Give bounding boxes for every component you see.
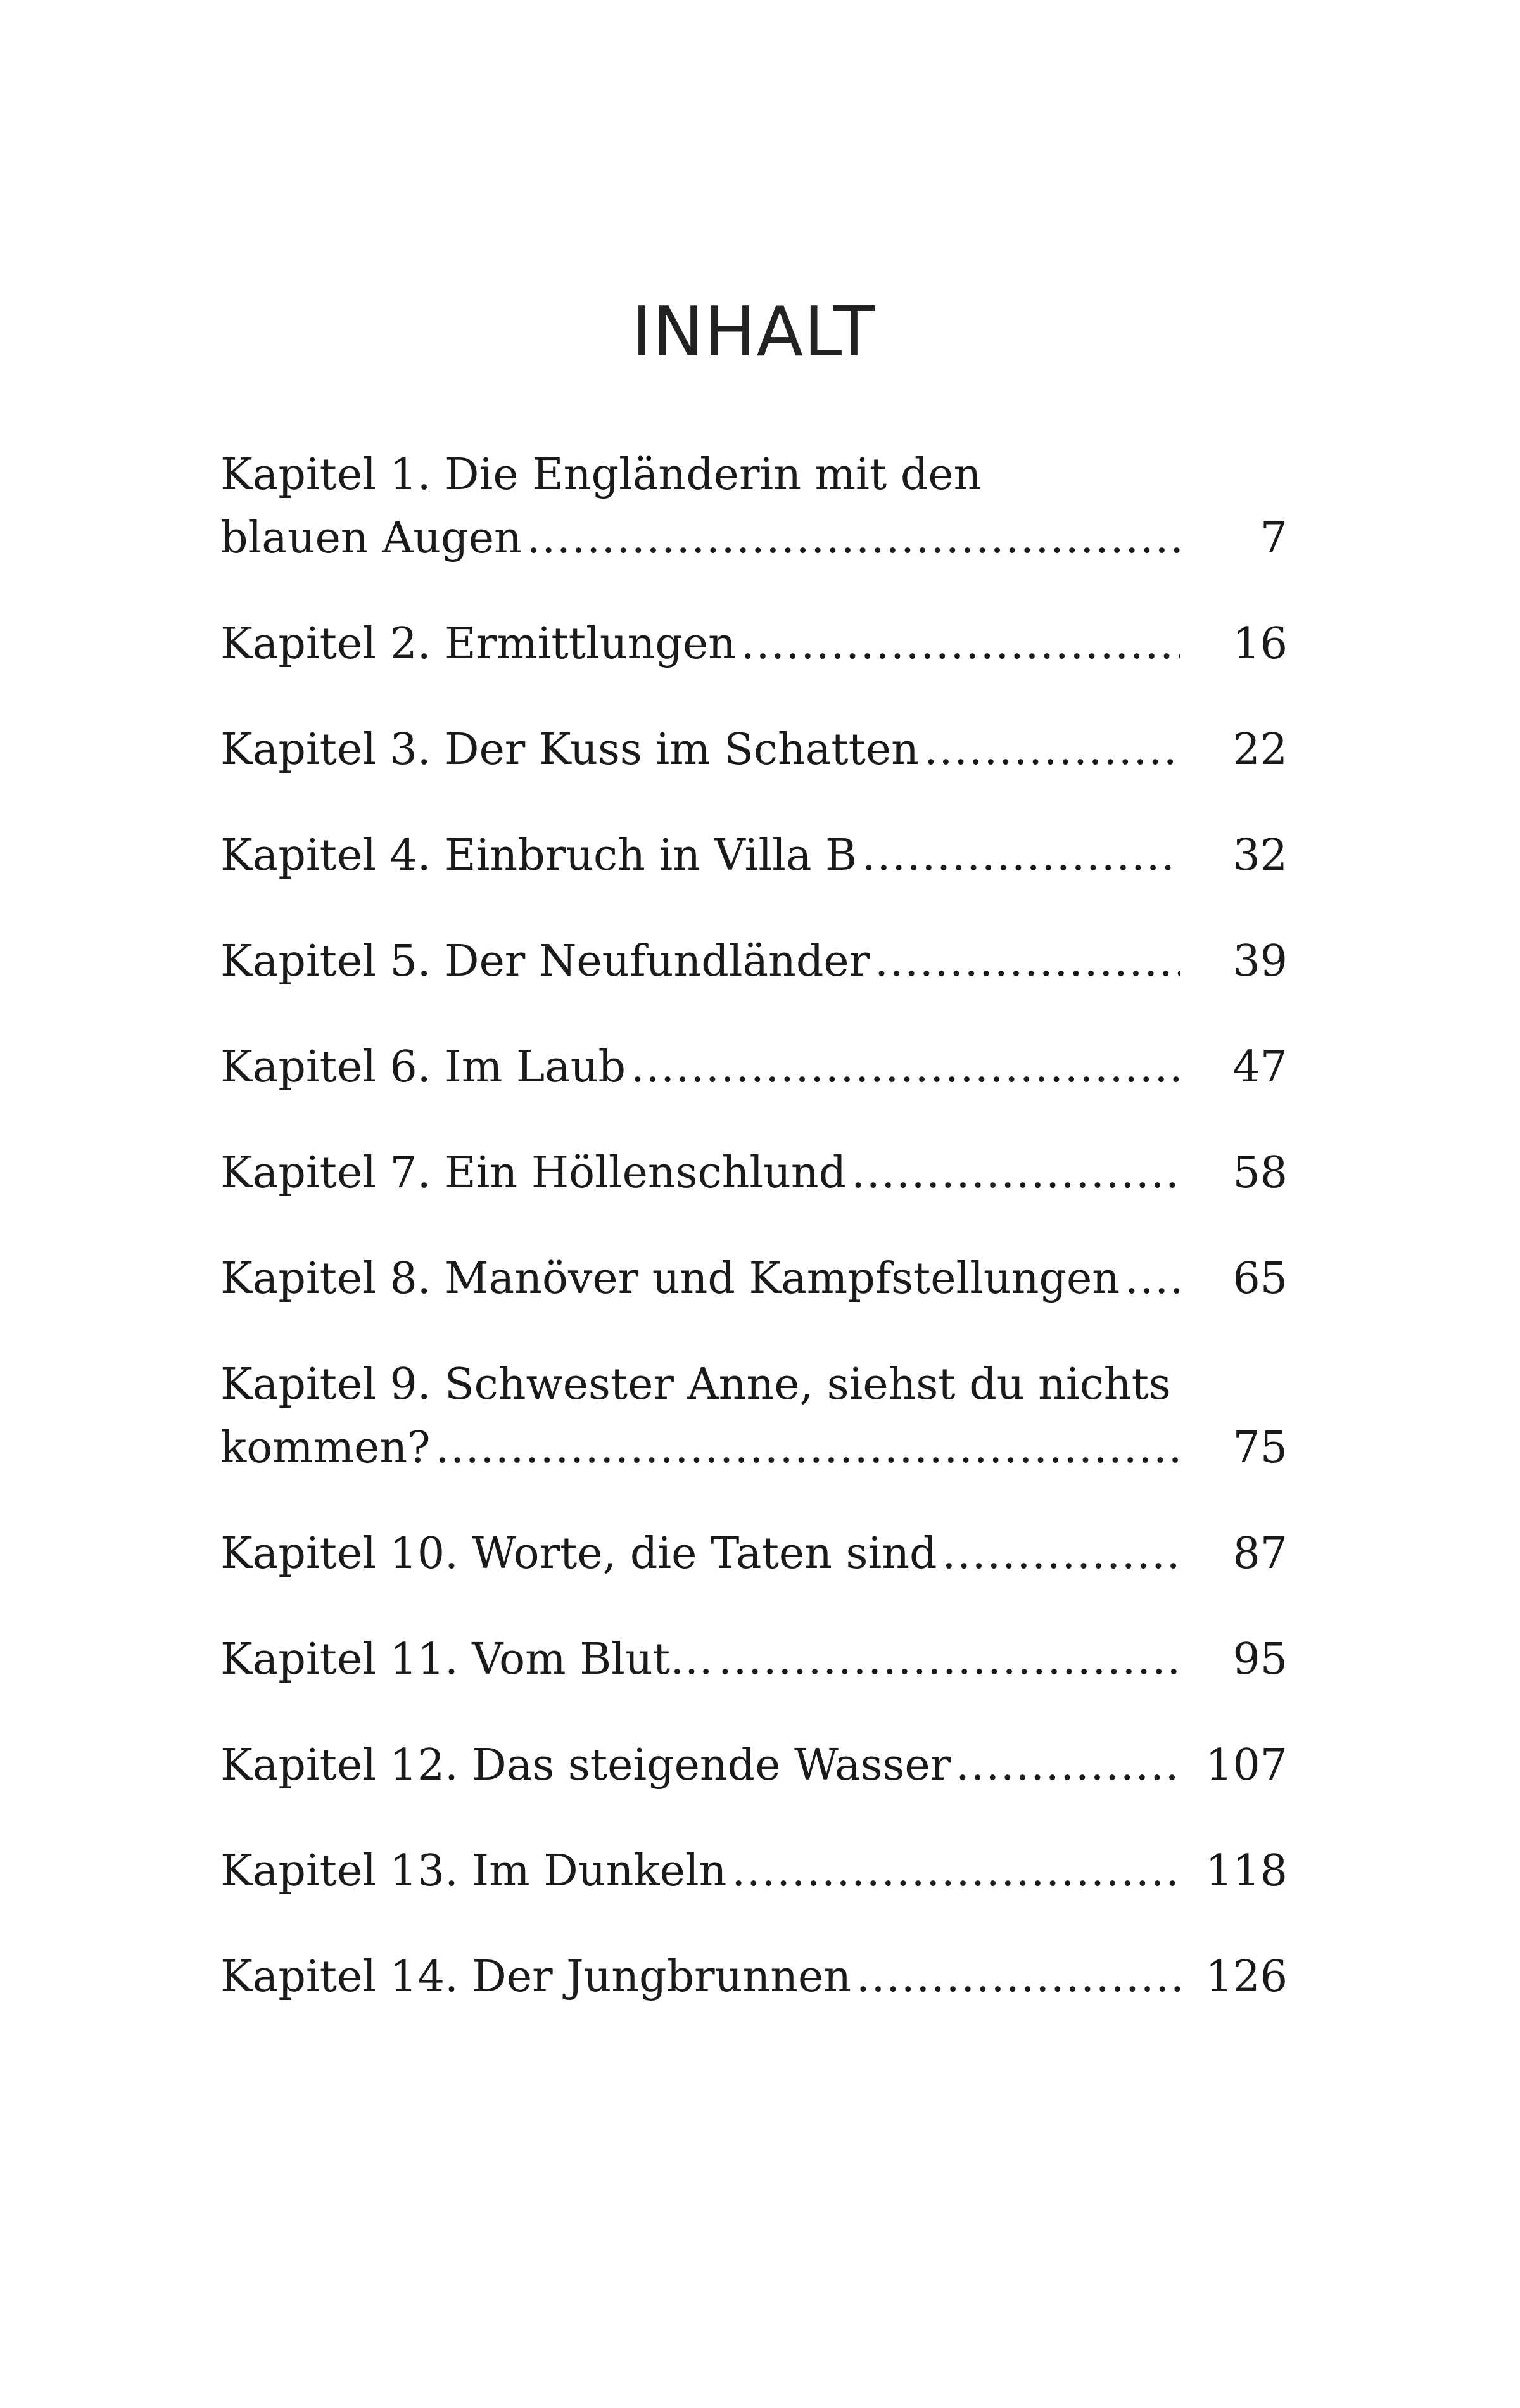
toc-entry-chapter-4 bbox=[220, 824, 1288, 888]
toc-entry-chapter-12 bbox=[220, 1734, 1288, 1797]
toc-entry-page-number: 65 bbox=[1232, 1254, 1288, 1304]
dot-leader bbox=[527, 507, 1180, 570]
toc-entry-title: Kapitel 7. Ein Höllenschlund bbox=[220, 1148, 847, 1198]
toc-entry-page-number: 107 bbox=[1205, 1740, 1288, 1790]
entry-spacer bbox=[220, 993, 1288, 1036]
toc-entry-chapter-8 bbox=[220, 1247, 1288, 1311]
toc-entry-page-number: 118 bbox=[1205, 1846, 1288, 1896]
toc-entry-line bbox=[220, 1628, 1288, 1691]
entry-spacer bbox=[220, 1797, 1288, 1840]
dot-leader bbox=[741, 613, 1180, 676]
entry-spacer bbox=[220, 1099, 1288, 1142]
toc-entry-chapter-10 bbox=[220, 1522, 1288, 1586]
toc-entry-chapter-3 bbox=[220, 718, 1288, 782]
entry-spacer bbox=[220, 676, 1288, 718]
toc-entry-chapter-7 bbox=[220, 1142, 1288, 1205]
toc-entry-line bbox=[220, 1734, 1288, 1797]
toc-entry-page-number: 75 bbox=[1232, 1423, 1288, 1473]
dot-leader bbox=[875, 930, 1180, 993]
entry-spacer bbox=[220, 1480, 1288, 1522]
toc-entry-page-number: 126 bbox=[1205, 1952, 1288, 2002]
toc-entry-page-number: 95 bbox=[1232, 1634, 1288, 1685]
toc-entry-line bbox=[220, 1417, 1288, 1480]
toc-entry-page-number: 22 bbox=[1232, 725, 1288, 775]
toc-entry-page-number: 7 bbox=[1260, 513, 1288, 563]
toc-entry-chapter-9 bbox=[220, 1353, 1288, 1480]
entry-spacer bbox=[220, 1311, 1288, 1353]
entry-spacer bbox=[220, 1903, 1288, 1946]
dot-leader bbox=[436, 1417, 1180, 1480]
entry-spacer bbox=[220, 782, 1288, 824]
toc-entry-line bbox=[220, 1522, 1288, 1586]
toc-entry-line bbox=[220, 507, 1288, 570]
toc-heading: INHALT bbox=[631, 293, 876, 372]
toc-entry-line bbox=[220, 613, 1288, 676]
toc-entry-line bbox=[220, 1142, 1288, 1205]
toc-entry-chapter-11 bbox=[220, 1628, 1288, 1691]
toc-entry-line bbox=[220, 1247, 1288, 1311]
toc-entry-page-number: 32 bbox=[1232, 831, 1288, 881]
toc-entry-title: Kapitel 8. Manöver und Kampfstellungen bbox=[220, 1254, 1120, 1304]
toc-entry-title-line: Kapitel 9. Schwester Anne, siehst du nichts bbox=[220, 1360, 1171, 1410]
entry-spacer bbox=[220, 1205, 1288, 1247]
dot-leader bbox=[924, 718, 1180, 782]
dot-leader bbox=[732, 1840, 1180, 1903]
toc-entry-page-number: 87 bbox=[1232, 1529, 1288, 1579]
dot-leader bbox=[862, 824, 1180, 888]
toc-entry-title: Kapitel 6. Im Laub bbox=[220, 1042, 626, 1092]
toc-entry-line bbox=[220, 1036, 1288, 1099]
toc-entry-page-number: 47 bbox=[1232, 1042, 1288, 1092]
dot-leader bbox=[956, 1734, 1180, 1797]
entry-spacer bbox=[220, 570, 1288, 613]
toc-entry-chapter-2 bbox=[220, 613, 1288, 676]
toc-entry-chapter-13 bbox=[220, 1840, 1288, 1903]
toc-entry-line bbox=[220, 1840, 1288, 1903]
toc-entry-title: Kapitel 4. Einbruch in Villa B bbox=[220, 831, 857, 881]
toc-entry-chapter-14 bbox=[220, 1946, 1288, 2009]
entry-spacer bbox=[220, 1586, 1288, 1628]
table-of-contents bbox=[220, 443, 1288, 2009]
toc-entry-title: Kapitel 11. Vom Blut… bbox=[220, 1634, 714, 1685]
toc-entry-page-number: 39 bbox=[1232, 936, 1288, 986]
toc-entry-page-number: 58 bbox=[1232, 1148, 1288, 1198]
dot-leader bbox=[856, 1946, 1180, 2009]
toc-entry-chapter-5 bbox=[220, 930, 1288, 993]
dot-leader bbox=[718, 1628, 1180, 1691]
toc-entry-line bbox=[220, 1946, 1288, 2009]
toc-entry-title: blauen Augen bbox=[220, 513, 522, 563]
dot-leader bbox=[1125, 1247, 1180, 1311]
toc-entry-title: Kapitel 2. Ermittlungen bbox=[220, 619, 736, 669]
toc-entry-chapter-1 bbox=[220, 443, 1288, 570]
toc-entry-title: kommen? bbox=[220, 1423, 431, 1473]
toc-entry-page-number: 16 bbox=[1232, 619, 1288, 669]
toc-entry-chapter-6 bbox=[220, 1036, 1288, 1099]
toc-entry-title-line: Kapitel 1. Die Engländerin mit den bbox=[220, 450, 982, 500]
dot-leader bbox=[631, 1036, 1180, 1099]
dot-leader bbox=[851, 1142, 1180, 1205]
entry-spacer bbox=[220, 1691, 1288, 1734]
toc-entry-title: Kapitel 10. Worte, die Taten sind bbox=[220, 1529, 937, 1579]
toc-entry-title: Kapitel 14. Der Jungbrunnen bbox=[220, 1952, 852, 2002]
toc-entry-title: Kapitel 5. Der Neufundländer bbox=[220, 936, 870, 986]
toc-entry-line bbox=[220, 718, 1288, 782]
dot-leader bbox=[942, 1522, 1180, 1586]
toc-entry-line bbox=[220, 824, 1288, 888]
entry-spacer bbox=[220, 888, 1288, 930]
toc-entry-title: Kapitel 12. Das steigende Wasser bbox=[220, 1740, 951, 1790]
toc-entry-title: Kapitel 3. Der Kuss im Schatten bbox=[220, 725, 919, 775]
toc-entry-title: Kapitel 13. Im Dunkeln bbox=[220, 1846, 727, 1896]
toc-entry-line bbox=[220, 930, 1288, 993]
